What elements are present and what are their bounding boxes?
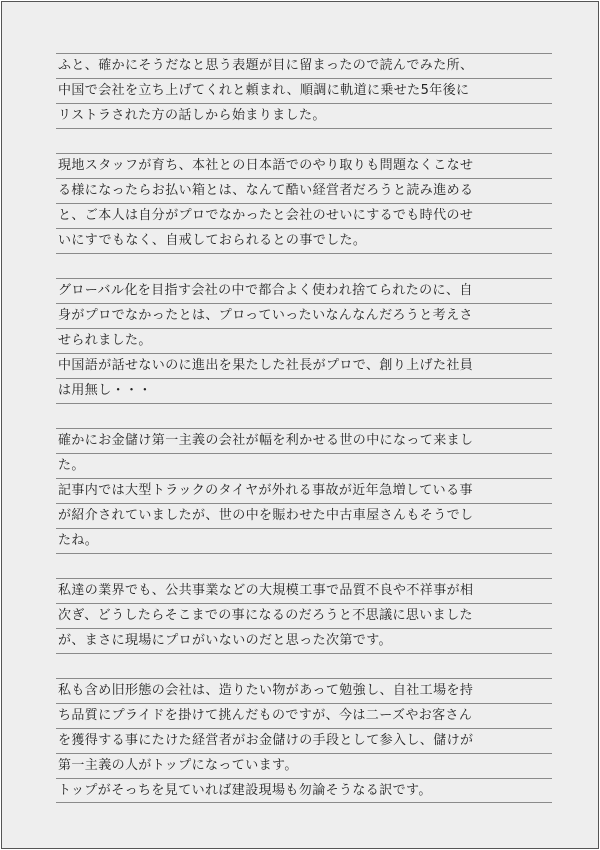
text-line: 中国で会社を立ち上げてくれと頼まれ、順調に軌道に乗せた5年後に	[56, 78, 552, 103]
text-line: を獲得する事にたけた経営者がお金儲けの手段として参入し、儲けが	[56, 728, 552, 753]
text-line	[56, 403, 552, 428]
text-line: は用無し・・・	[56, 378, 552, 403]
text-line: 記事内では大型トラックのタイヤが外れる事故が近年急増している事	[56, 478, 552, 503]
text-line: 次ぎ、どうしたらそこまでの事になるのだろうと不思議に思いました	[56, 603, 552, 628]
text-line: 私も含め旧形態の会社は、造りたい物があって勉強し、自社工場を持	[56, 678, 552, 703]
text-line: る様になったらお払い箱とは、なんて酷い経営者だろうと読み進める	[56, 178, 552, 203]
text-line: 私達の業界でも、公共事業などの大規模工事で品質不良や不祥事が相	[56, 578, 552, 603]
text-line: 中国語が話せないのに進出を果たした社長がプロで、創り上げた社員	[56, 353, 552, 378]
text-line: 第一主義の人がトップになっています。	[56, 753, 552, 778]
text-line: 現地スタッフが育ち、本社との日本語でのやり取りも問題なくこなせ	[56, 153, 552, 178]
text-line: が、まさに現場にプロがいないのだと思った次第です。	[56, 628, 552, 653]
text-line: が紹介されていましたが、世の中を賑わせた中古車屋さんもそうでし	[56, 503, 552, 528]
text-line	[56, 253, 552, 278]
text-line: 確かにお金儲け第一主義の会社が幅を利かせる世の中になって来まし	[56, 428, 552, 453]
text-line: と、ご本人は自分がプロでなかったと会社のせいにするでも時代のせ	[56, 203, 552, 228]
text-line: 身がプロでなかったとは、プロっていったいなんなんだろうと考えさ	[56, 303, 552, 328]
text-line: ふと、確かにそうだなと思う表題が目に留まったので読んでみた所、	[56, 53, 552, 78]
text-line	[56, 128, 552, 153]
document-page	[1, 1, 599, 849]
text-line: ち品質にプライドを掛けて挑んだものですが、今は二ーズやお客さん	[56, 703, 552, 728]
text-line	[56, 653, 552, 678]
text-line: トップがそっちを見ていれば建設現場も勿論そうなる訳です。	[56, 778, 552, 803]
text-line: リストラされた方の話しから始まりました。	[56, 103, 552, 128]
text-line: たね。	[56, 528, 552, 553]
text-line: た。	[56, 453, 552, 478]
text-line: いにすでもなく、自戒しておられるとの事でした。	[56, 228, 552, 253]
ruled-text-body	[56, 53, 552, 803]
text-line: せられました。	[56, 328, 552, 353]
text-line	[56, 553, 552, 578]
text-line: グローバル化を目指す会社の中で都合よく使われ捨てられたのに、自	[56, 278, 552, 303]
